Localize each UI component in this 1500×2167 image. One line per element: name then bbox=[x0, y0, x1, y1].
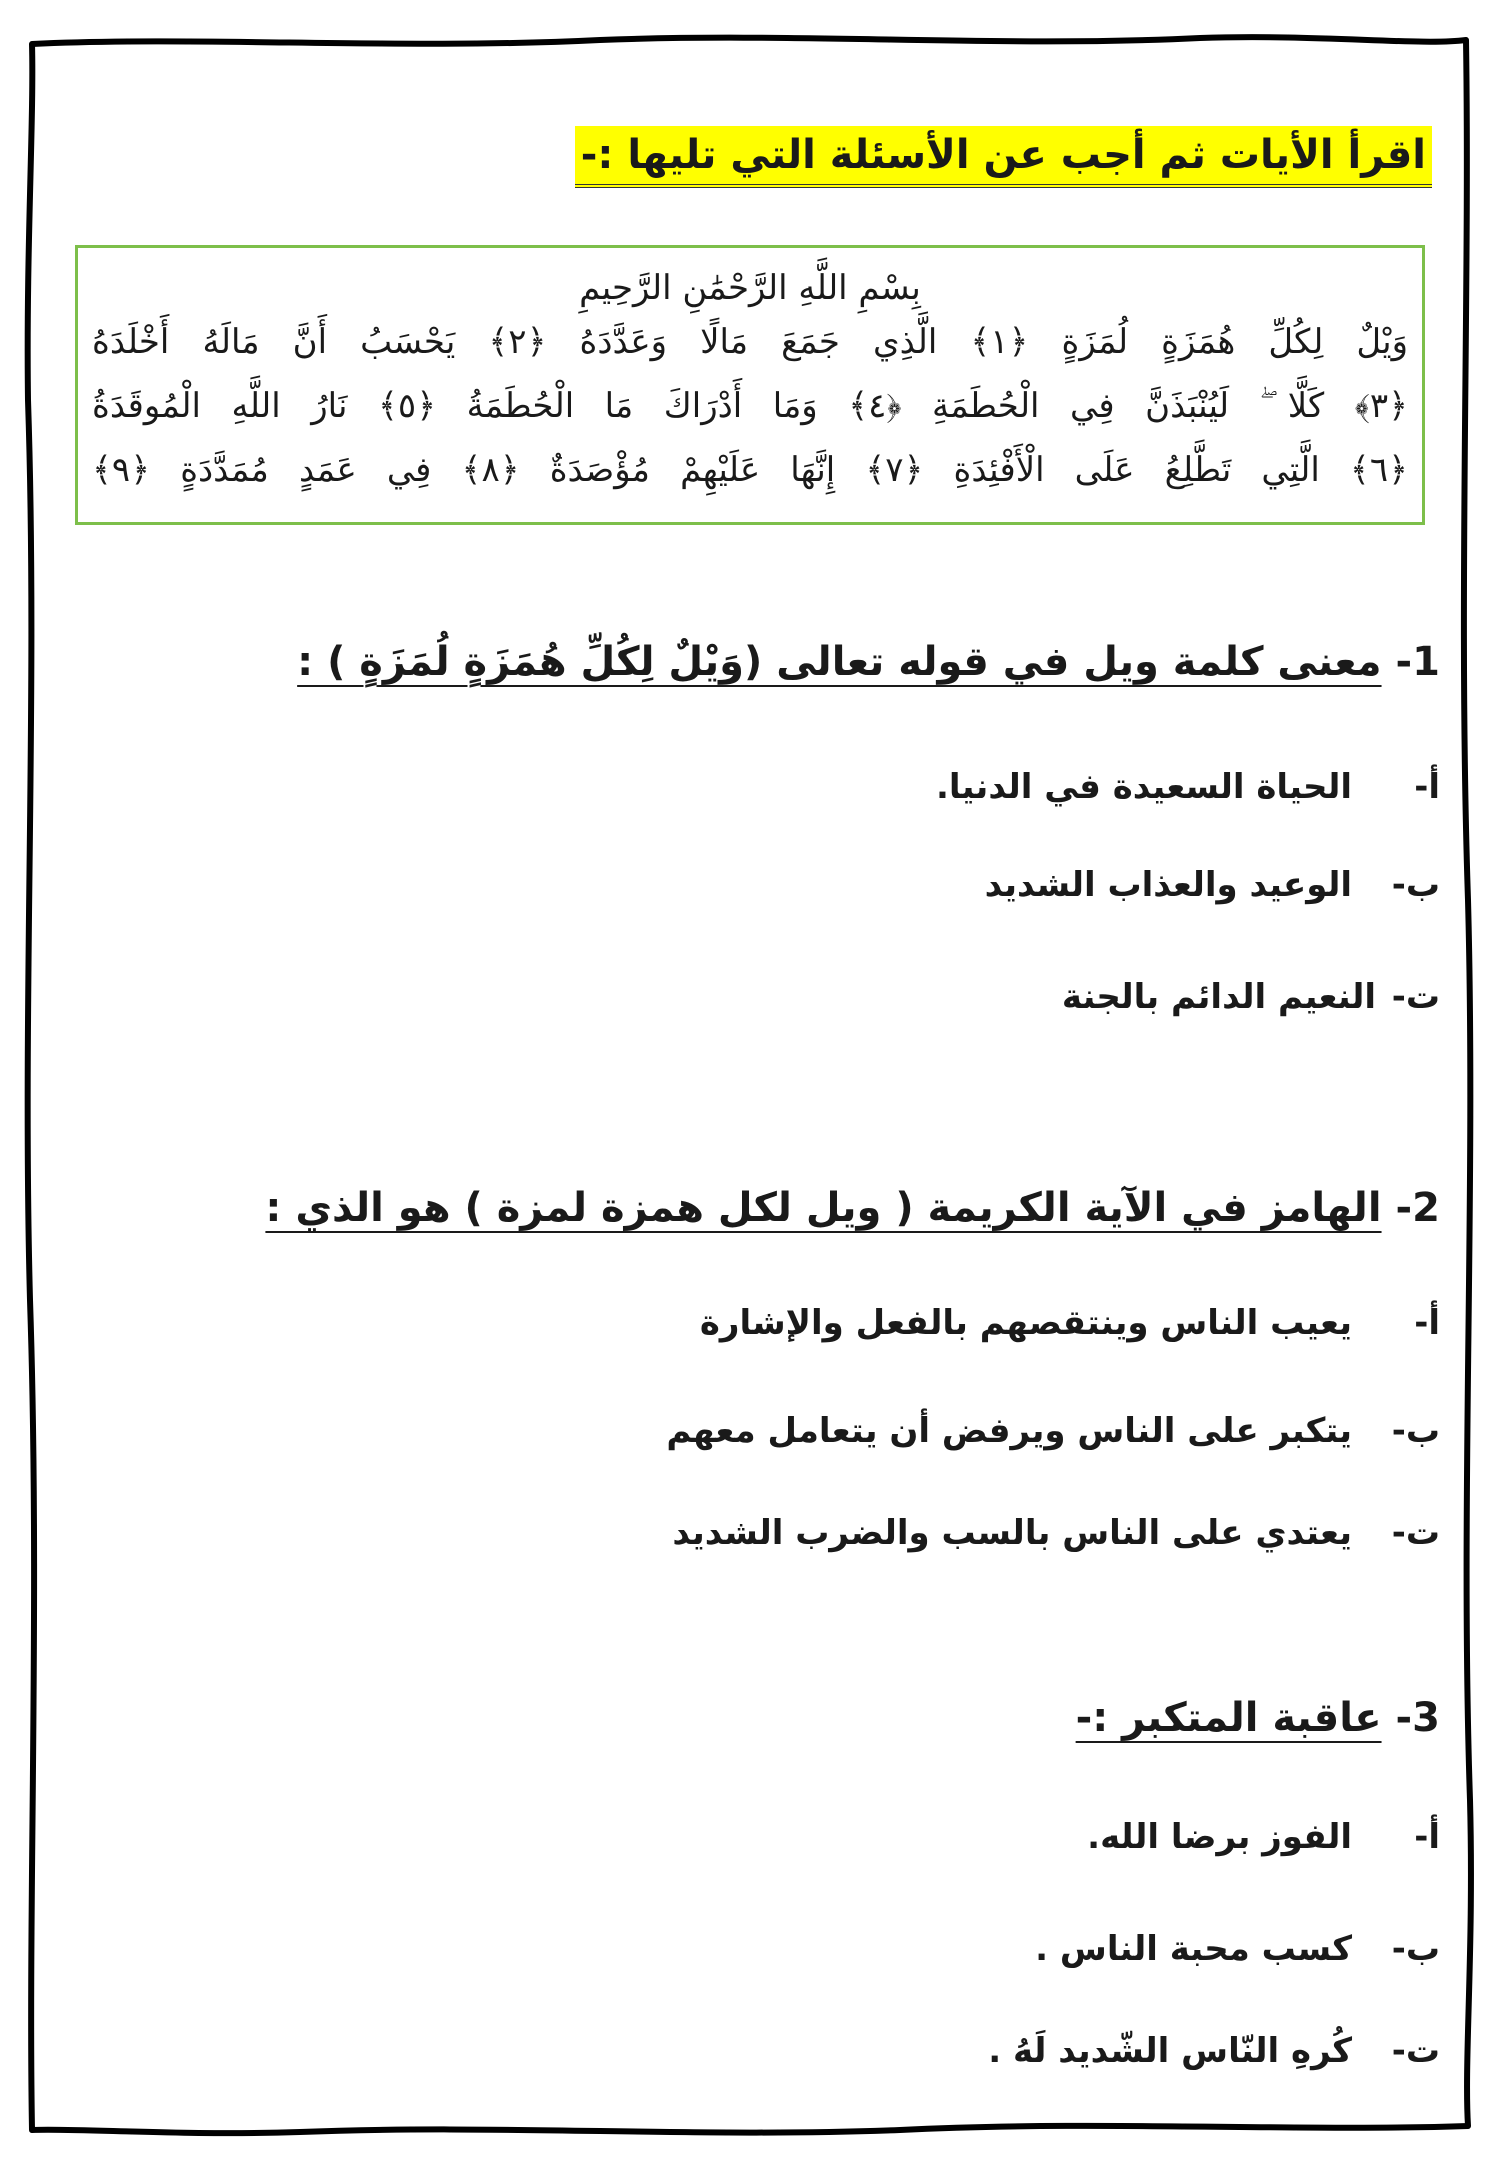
question-2-option-c[interactable] bbox=[672, 1508, 1440, 1558]
question-number: 3- bbox=[1395, 1695, 1440, 1741]
option-text: يتكبر على الناس ويرفض أن يتعامل معهم bbox=[666, 1411, 1352, 1451]
question-3-option-c[interactable] bbox=[988, 2026, 1440, 2076]
verses-box bbox=[75, 245, 1425, 525]
verse-line: ﴿٦﴾ الَّتِي تَطَّلِعُ عَلَى الْأَفْئِدَةِ ﴿٧﴾ إِنَّهَا عَلَيْهِمْ مُؤْصَدَةٌ ﴿٨﴾ فِي عَمَدٍ مُمَدَّدَةٍ ﴿٩﴾ bbox=[92, 450, 1408, 490]
option-letter: أ- bbox=[1414, 1303, 1440, 1343]
option-letter: ب- bbox=[1391, 1929, 1440, 1969]
option-letter: ت- bbox=[1391, 977, 1440, 1017]
question-text: الهامز في الآية الكريمة ( ويل لكل همزة لمزة ) هو الذي : bbox=[265, 1185, 1382, 1231]
question-1-option-c[interactable] bbox=[1062, 972, 1440, 1022]
option-text: يعتدي على الناس بالسب والضرب الشديد bbox=[672, 1513, 1352, 1553]
option-letter: أ- bbox=[1414, 767, 1440, 807]
option-letter: أ- bbox=[1414, 1817, 1440, 1857]
option-text: يعيب الناس وينتقصهم بالفعل والإشارة bbox=[699, 1303, 1352, 1343]
option-letter: ب- bbox=[1391, 1411, 1440, 1451]
verse-line: ﴿٣﴾ كَلَّا ۖ لَيُنْبَذَنَّ فِي الْحُطَمَةِ ﴿٤﴾ وَمَا أَدْرَاكَ مَا الْحُطَمَةُ ﴿٥﴾ نَارُ اللَّهِ الْمُوقَدَةُ bbox=[92, 386, 1408, 426]
question-1 bbox=[297, 632, 1440, 692]
option-text: النعيم الدائم بالجنة bbox=[1061, 977, 1376, 1017]
question-text: عاقبة المتكبر :- bbox=[1075, 1695, 1382, 1741]
question-2-option-b[interactable] bbox=[666, 1406, 1440, 1456]
question-number: 1- bbox=[1395, 639, 1440, 685]
option-text: الوعيد والعذاب الشديد bbox=[984, 865, 1352, 905]
option-text: الفوز برضا الله. bbox=[1087, 1817, 1352, 1857]
instruction-heading: اقرأ الأيات ثم أجب عن الأسئلة التي تليها :- bbox=[575, 126, 1432, 188]
question-1-option-b[interactable] bbox=[985, 860, 1440, 910]
option-text: كسب محبة الناس . bbox=[1035, 1929, 1352, 1969]
option-letter: ب- bbox=[1391, 865, 1440, 905]
question-1-option-a[interactable] bbox=[936, 762, 1440, 812]
option-text: الحياة السعيدة في الدنيا. bbox=[935, 767, 1352, 807]
question-text: معنى كلمة ويل في قوله تعالى (وَيْلٌ لِكُلِّ هُمَزَةٍ لُمَزَةٍ ) : bbox=[297, 639, 1382, 685]
question-3 bbox=[1076, 1688, 1440, 1748]
option-letter: ت- bbox=[1391, 1513, 1440, 1553]
question-number: 2- bbox=[1395, 1185, 1440, 1231]
question-3-option-b[interactable] bbox=[1035, 1924, 1440, 1974]
verse-line: وَيْلٌ لِكُلِّ هُمَزَةٍ لُمَزَةٍ ﴿١﴾ الَّذِي جَمَعَ مَالًا وَعَدَّدَهُ ﴿٢﴾ يَحْسَبُ أَنَّ مَالَهُ أَخْلَدَهُ bbox=[92, 322, 1409, 362]
option-letter: ت- bbox=[1391, 2031, 1440, 2071]
question-2-option-a[interactable] bbox=[700, 1298, 1440, 1348]
worksheet bbox=[60, 60, 1440, 2100]
option-text: كُرهِ النّاس الشّديد لَهُ . bbox=[988, 2031, 1352, 2071]
question-2 bbox=[265, 1178, 1440, 1238]
basmala: بِسْمِ اللَّهِ الرَّحْمَٰنِ الرَّحِيمِ bbox=[579, 268, 921, 308]
question-3-option-a[interactable] bbox=[1087, 1812, 1440, 1862]
